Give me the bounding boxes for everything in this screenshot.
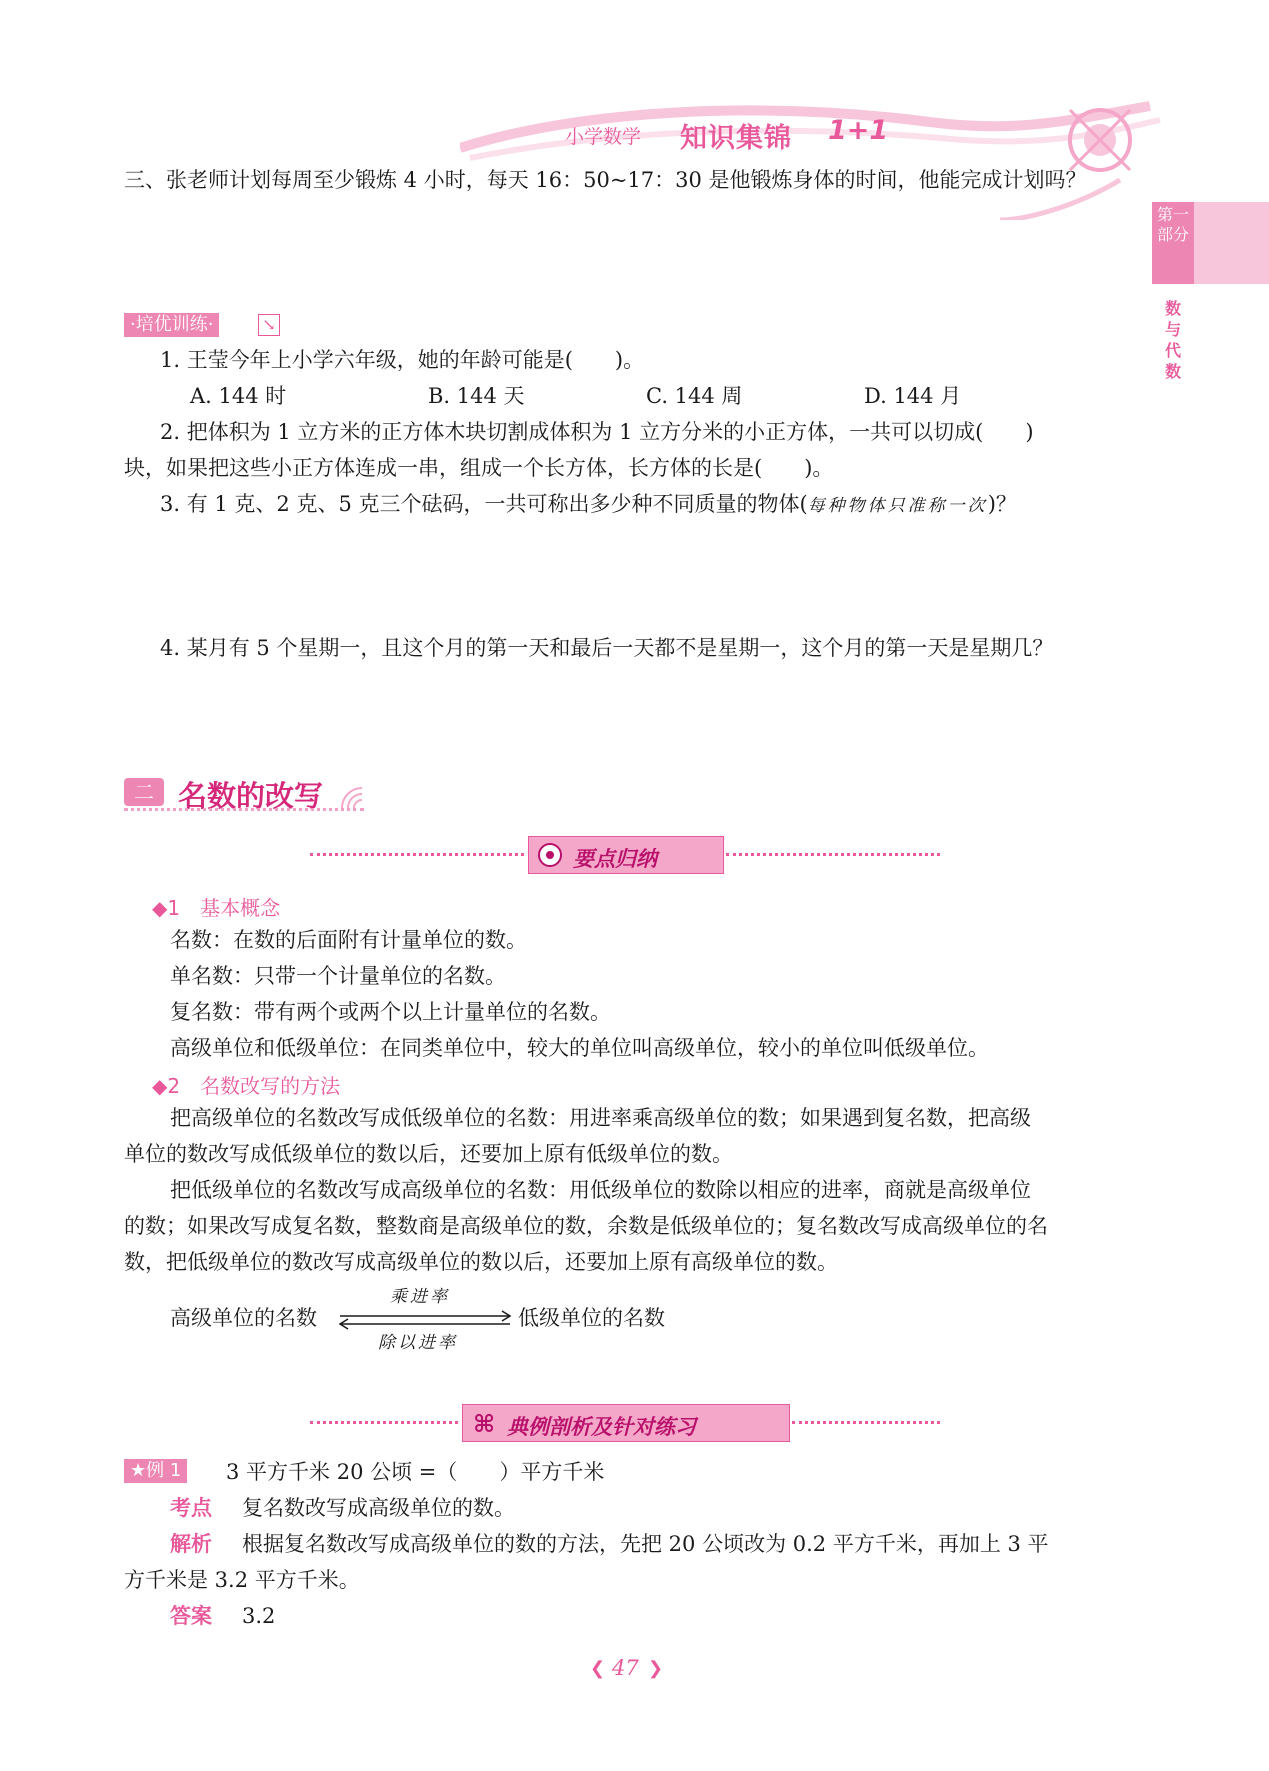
peiyou-item-2: 2. 把体积为 1 立方米的正方体木块切割成体积为 1 立方分米的小正方体，一共可以切成( ): [160, 420, 1034, 444]
jiexi-label: 解析: [170, 1532, 212, 1556]
point-1-title: ◆1 基本概念: [152, 896, 281, 920]
banner-dianli: [462, 1404, 790, 1442]
point-2-line-4: 的数；如果改写成复名数，整数商是高级单位的数，余数是低级单位的；复名数改写成高级单位的名: [124, 1214, 1048, 1238]
page-number: 47: [612, 1656, 639, 1680]
option-b: B. 144 天: [428, 384, 525, 408]
banner2-dots-left: [310, 1421, 458, 1424]
kaodian-label: 考点: [170, 1496, 212, 1520]
header-ribbon-decoration: [460, 100, 1180, 220]
example-tag: ★例 1: [124, 1459, 187, 1483]
jiexi-text-1: 根据复名数改写成高级单位的数的方法，先把 20 公顷改为 0.2 平方千米，再加上 3 平: [242, 1532, 1049, 1556]
point-2-line-3: 把低级单位的名数改写成高级单位的名数：用低级单位的数除以相应的进率，商就是高级单位: [170, 1178, 1031, 1202]
point-1-line-1: 名数：在数的后面附有计量单位的数。: [170, 928, 527, 952]
diagram-right-label: 低级单位的名数: [518, 1306, 665, 1330]
point-2-line-1: 把高级单位的名数改写成低级单位的名数：用进率乘高级单位的数；如果遇到复名数，把高级: [170, 1106, 1031, 1130]
peiyou-item-4: 4. 某月有 5 个星期一，且这个月的第一天和最后一天都不是星期一，这个月的第一天是星期几？: [160, 636, 1054, 660]
point-2-title: ◆2 名数改写的方法: [152, 1074, 341, 1098]
banner-yaodian-text: 要点归纳: [573, 847, 657, 871]
page-left-chevron-icon: ❮: [590, 1658, 606, 1679]
header-title: 知识集锦: [680, 123, 792, 154]
point-2-line-5: 数，把低级单位的数改写成高级单位的数以后，还要加上原有高级单位的数。: [124, 1250, 838, 1274]
banner2-dots-right: [792, 1421, 940, 1424]
daan-text: 3.2: [242, 1604, 276, 1628]
header-subtitle: 小学数学: [565, 126, 642, 148]
peiyou-item-1: 1. 王莹今年上小学六年级，她的年龄可能是( )。: [160, 348, 645, 372]
example-question: 3 平方千米 20 公顷 =（ ）平方千米: [226, 1460, 605, 1484]
diagram-left-label: 高级单位的名数: [170, 1306, 317, 1330]
question-three: 三、张老师计划每周至少锻炼 4 小时，每天 16：50~17：30 是他锻炼身体的时间，他能完成计划吗？: [124, 168, 1087, 192]
banner1-dots-left: [310, 853, 524, 856]
jiexi-text-2: 方千米是 3.2 平方千米。: [124, 1568, 360, 1592]
peiyou-arrow-icon: ↘: [258, 314, 280, 336]
point-1-line-3: 复名数：带有两个或两个以上计量单位的名数。: [170, 1000, 611, 1024]
diagram-top-label: 乘进率: [390, 1287, 450, 1307]
option-a: A. 144 时: [190, 384, 287, 408]
banner1-dots-right: [726, 853, 940, 856]
diagram-bottom-label: 除以进率: [378, 1333, 458, 1353]
kaodian-text: 复名数改写成高级单位的数。: [242, 1496, 515, 1520]
section-number: 二: [124, 778, 164, 806]
point-1-line-2: 单名数：只带一个计量单位的名数。: [170, 964, 506, 988]
option-d: D. 144 月: [864, 384, 962, 408]
banner-yaodian: [528, 836, 724, 874]
signal-wave-icon: [340, 784, 370, 810]
peiyou-item-2-cont: 块，如果把这些小正方体连成一串，组成一个长方体，长方体的长是( )。: [124, 456, 834, 480]
banner-dianli-text: 典例剖析及针对练习: [507, 1415, 696, 1439]
option-c: C. 144 周: [646, 384, 743, 408]
header-edition: 1+1: [828, 115, 889, 146]
peiyou-label: ·培优训练·: [124, 313, 219, 337]
section-title: 名数的改写: [178, 779, 324, 813]
section-underline: [124, 808, 364, 811]
peiyou-item-3: 3. 有 1 克、2 克、5 克三个砝码，一共可称出多少种不同质量的物体(每种物体只准称一次)？: [160, 492, 1017, 516]
point-2-line-2: 单位的数改写成低级单位的数以后，还要加上原有低级单位的数。: [124, 1142, 733, 1166]
flower-icon: [537, 842, 563, 868]
side-tab-topic: 数与代数: [1164, 299, 1181, 381]
point-1-line-4: 高级单位和低级单位：在同类单位中，较大的单位叫高级单位，较小的单位叫低级单位。: [170, 1036, 989, 1060]
daan-label: 答案: [170, 1604, 212, 1628]
side-tab-part: 第一部分: [1156, 205, 1189, 244]
page-right-chevron-icon: ❯: [648, 1658, 664, 1679]
clover-icon: ⌘: [473, 1410, 496, 1438]
